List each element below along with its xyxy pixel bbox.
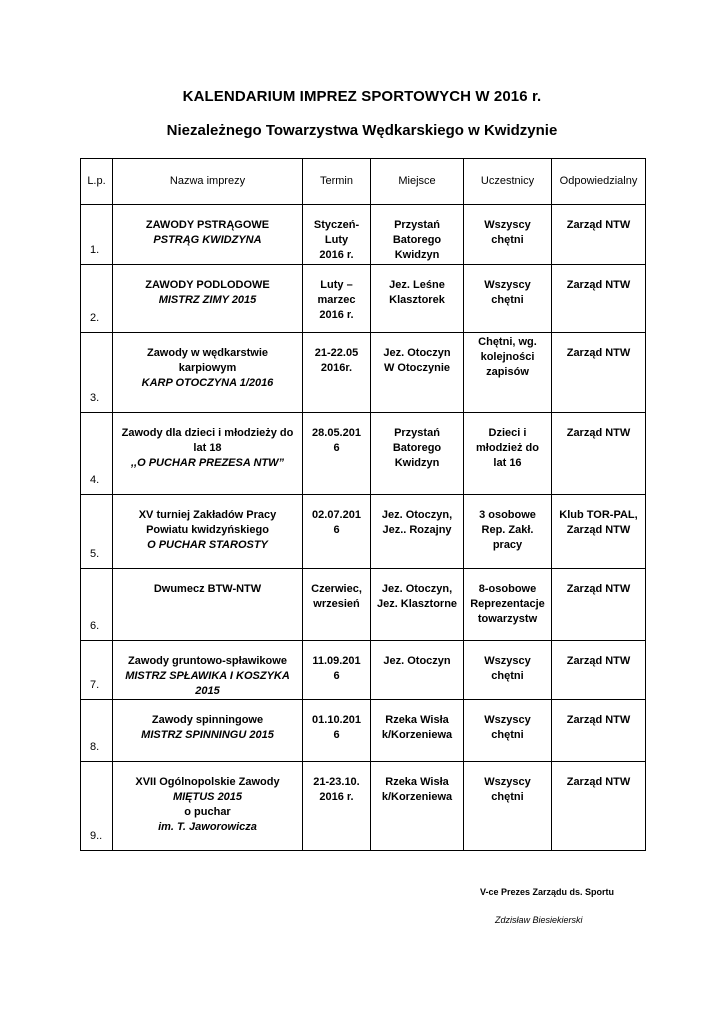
event-name-line: Zawody gruntowo-spławikowe: [128, 655, 287, 667]
cell-lp: 9..: [81, 762, 113, 851]
event-name-line: o puchar: [184, 806, 231, 818]
column-header-event-name: Nazwa imprezy: [113, 159, 303, 205]
cell-responsible: [552, 413, 646, 495]
cell-line: Rep. Zakł.: [481, 524, 534, 536]
cell-participants: [464, 205, 552, 265]
cell-lp: 1.: [81, 205, 113, 265]
cell-line: Zarząd NTW: [566, 583, 631, 595]
cell-line: Luty: [324, 234, 349, 246]
event-subtitle-line: O PUCHAR STAROSTY: [147, 539, 268, 551]
event-name-line: XVII Ogólnopolskie Zawody: [135, 776, 280, 788]
cell-line: 6: [333, 729, 340, 741]
cell-participants: [464, 413, 552, 495]
table-row: [81, 700, 646, 762]
cell-line: Rzeka Wisła: [385, 714, 449, 726]
cell-place: [371, 333, 464, 413]
cell-line: Klub TOR-PAL,: [559, 509, 638, 521]
document-subtitle: Niezależnego Towarzystwa Wędkarskiego w Kwidzynie: [166, 122, 558, 139]
table-row: [81, 205, 646, 265]
cell-line: 11.09.201: [312, 655, 361, 667]
table-header-row: [81, 159, 646, 205]
cell-line: 21-22.05: [314, 347, 359, 359]
cell-place: [371, 569, 464, 641]
cell-participants: [464, 700, 552, 762]
cell-responsible: [552, 205, 646, 265]
cell-line: wrzesień: [313, 598, 360, 610]
cell-line: Zarząd NTW: [566, 347, 631, 359]
cell-line: Jez. Leśne: [389, 279, 445, 291]
cell-line: Przystań: [394, 219, 440, 231]
cell-term: [303, 333, 371, 413]
cell-line: Chętni, wg.: [478, 336, 537, 348]
table-row: [81, 413, 646, 495]
cell-responsible: [552, 265, 646, 333]
cell-line: towarzystw: [477, 613, 538, 625]
cell-line: Zarząd NTW: [566, 524, 631, 536]
cell-line: Zarząd NTW: [566, 714, 631, 726]
event-name-line: Powiatu kwidzyńskiego: [146, 524, 269, 536]
cell-line: Zarząd NTW: [566, 279, 631, 291]
cell-line: 01.10.201: [312, 714, 361, 726]
cell-responsible: [552, 762, 646, 851]
cell-line: Jez. Otoczyn,: [381, 583, 453, 595]
cell-line: W Otoczynie: [383, 362, 450, 374]
cell-responsible: [552, 333, 646, 413]
cell-line: Styczeń-: [313, 219, 360, 231]
cell-line: Jez. Otoczyn: [383, 347, 451, 359]
cell-line: Luty –: [320, 279, 353, 291]
cell-line: Wszyscy: [484, 776, 531, 788]
cell-lp: 5.: [81, 495, 113, 569]
cell-line: Kwidzyn: [394, 457, 440, 469]
cell-line: Dzieci i: [488, 427, 527, 439]
cell-line: Rzeka Wisła: [385, 776, 449, 788]
cell-line: Wszyscy: [484, 714, 531, 726]
event-name-line: ZAWODY PSTRĄGOWE: [145, 219, 270, 231]
cell-term: [303, 205, 371, 265]
cell-participants: [464, 265, 552, 333]
cell-lp: 3.: [81, 333, 113, 413]
cell-line: pracy: [492, 539, 523, 551]
column-header-place: Miejsce: [371, 159, 464, 205]
cell-event-name: [113, 495, 303, 569]
cell-term: [303, 265, 371, 333]
cell-line: 6: [333, 524, 340, 536]
cell-term: [303, 700, 371, 762]
cell-line: chętni: [491, 234, 524, 246]
cell-line: chętni: [491, 791, 524, 803]
event-name-line: XV turniej Zakładów Pracy: [138, 509, 277, 521]
cell-line: Reprezentacje: [470, 598, 545, 610]
cell-line: Wszyscy: [484, 219, 531, 231]
event-name-line: Zawody w wędkarstwie: [146, 347, 269, 359]
cell-line: Jez. Klasztorne: [376, 598, 458, 610]
cell-lp: 8.: [81, 700, 113, 762]
cell-line: 21-23.10.: [313, 776, 360, 788]
cell-term: [303, 569, 371, 641]
column-header-responsible: Odpowiedzialny: [552, 159, 646, 205]
table-row: [81, 495, 646, 569]
cell-place: [371, 641, 464, 700]
cell-event-name: [113, 333, 303, 413]
cell-participants: [464, 762, 552, 851]
table-row: [81, 762, 646, 851]
cell-line: chętni: [491, 670, 524, 682]
table-body: [81, 205, 646, 851]
event-subtitle-line: ,,O PUCHAR PREZESA NTW”: [131, 457, 284, 469]
cell-responsible: [552, 569, 646, 641]
event-name-line: Zawody dla dzieci i młodzieży do: [121, 427, 294, 439]
cell-event-name: [113, 569, 303, 641]
event-subtitle-line: MISTRZ ZIMY 2015: [158, 294, 257, 306]
cell-participants: [464, 495, 552, 569]
table-row: [81, 641, 646, 700]
cell-line: zapisów: [486, 366, 529, 378]
cell-responsible: [552, 641, 646, 700]
cell-line: Przystań: [394, 427, 440, 439]
column-header-lp: L.p.: [81, 159, 113, 205]
cell-line: Kwidzyn: [394, 249, 440, 261]
cell-place: [371, 495, 464, 569]
cell-line: Wszyscy: [484, 279, 531, 291]
cell-line: kolejności: [480, 351, 535, 363]
cell-responsible: [552, 495, 646, 569]
cell-participants: [464, 333, 552, 413]
cell-participants: [464, 569, 552, 641]
cell-line: marzec: [317, 294, 356, 306]
cell-participants: [464, 641, 552, 700]
event-subtitle-line: MISTRZ SPINNINGU 2015: [141, 729, 274, 741]
cell-term: [303, 495, 371, 569]
event-subtitle-line: PSTRĄG KWIDZYNA: [153, 234, 262, 246]
cell-event-name: [113, 641, 303, 700]
table-row: [81, 265, 646, 333]
cell-responsible: [552, 700, 646, 762]
cell-term: [303, 413, 371, 495]
cell-lp: 2.: [81, 265, 113, 333]
cell-event-name: [113, 205, 303, 265]
event-name-line: lat 18: [193, 442, 222, 454]
event-subtitle-line: KARP OTOCZYNA 1/2016: [141, 377, 274, 389]
cell-line: Jez. Otoczyn: [383, 655, 451, 667]
signatory-position: V-ce Prezes Zarządu ds. Sportu: [480, 887, 615, 897]
column-header-participants: Uczestnicy: [464, 159, 552, 205]
event-name-line: karpiowym: [178, 362, 237, 374]
cell-line: młodzież do: [476, 442, 539, 454]
cell-line: k/Korzeniewa: [381, 729, 453, 741]
cell-term: [303, 641, 371, 700]
cell-line: Batorego: [392, 442, 442, 454]
cell-line: Czerwiec,: [311, 583, 362, 595]
cell-line: 2016 r.: [319, 791, 354, 803]
event-name-line: Zawody spinningowe: [151, 714, 264, 726]
cell-line: Jez. Otoczyn,: [381, 509, 453, 521]
cell-place: [371, 700, 464, 762]
document-title: KALENDARIUM IMPREZ SPORTOWYCH W 2016 r.: [182, 88, 542, 105]
cell-line: 2016r.: [320, 362, 353, 374]
cell-line: Zarząd NTW: [566, 655, 631, 667]
cell-lp: 4.: [81, 413, 113, 495]
table-row: [81, 333, 646, 413]
cell-term: [303, 762, 371, 851]
cell-line: 8-osobowe: [478, 583, 537, 595]
cell-line: 2016 r.: [319, 249, 354, 261]
cell-line: 3 osobowe: [479, 509, 536, 521]
cell-event-name: [113, 413, 303, 495]
cell-line: Wszyscy: [484, 655, 531, 667]
cell-line: Zarząd NTW: [566, 776, 631, 788]
cell-lp: 7.: [81, 641, 113, 700]
signatory-name: Zdzisław Biesiekierski: [495, 915, 583, 925]
cell-event-name: [113, 700, 303, 762]
event-subtitle-line: MISTRZ SPŁAWIKA I KOSZYKA 2015: [125, 670, 290, 697]
cell-place: [371, 205, 464, 265]
cell-line: 6: [333, 670, 340, 682]
cell-line: k/Korzeniewa: [381, 791, 453, 803]
event-subtitle-line: im. T. Jaworowicza: [158, 821, 257, 833]
cell-line: 2016 r.: [319, 309, 354, 321]
column-header-term: Termin: [303, 159, 371, 205]
event-name-line: Dwumecz BTW-NTW: [153, 583, 262, 595]
cell-line: 28.05.201: [312, 427, 361, 439]
cell-place: [371, 762, 464, 851]
cell-place: [371, 265, 464, 333]
events-table: [80, 158, 646, 851]
cell-line: chętni: [491, 729, 524, 741]
cell-line: Jez.. Rozajny: [382, 524, 452, 536]
cell-lp: 6.: [81, 569, 113, 641]
table-row: [81, 569, 646, 641]
cell-line: Batorego: [392, 234, 442, 246]
cell-event-name: [113, 762, 303, 851]
cell-line: chętni: [491, 294, 524, 306]
cell-line: Zarząd NTW: [566, 427, 631, 439]
cell-place: [371, 413, 464, 495]
cell-event-name: [113, 265, 303, 333]
event-subtitle-line: MIĘTUS 2015: [172, 791, 243, 803]
cell-line: lat 16: [493, 457, 522, 469]
event-name-line: ZAWODY PODLODOWE: [145, 279, 270, 291]
cell-line: Klasztorek: [389, 294, 445, 306]
cell-line: 6: [333, 442, 340, 454]
cell-line: 02.07.201: [312, 509, 361, 521]
cell-line: Zarząd NTW: [566, 219, 631, 231]
